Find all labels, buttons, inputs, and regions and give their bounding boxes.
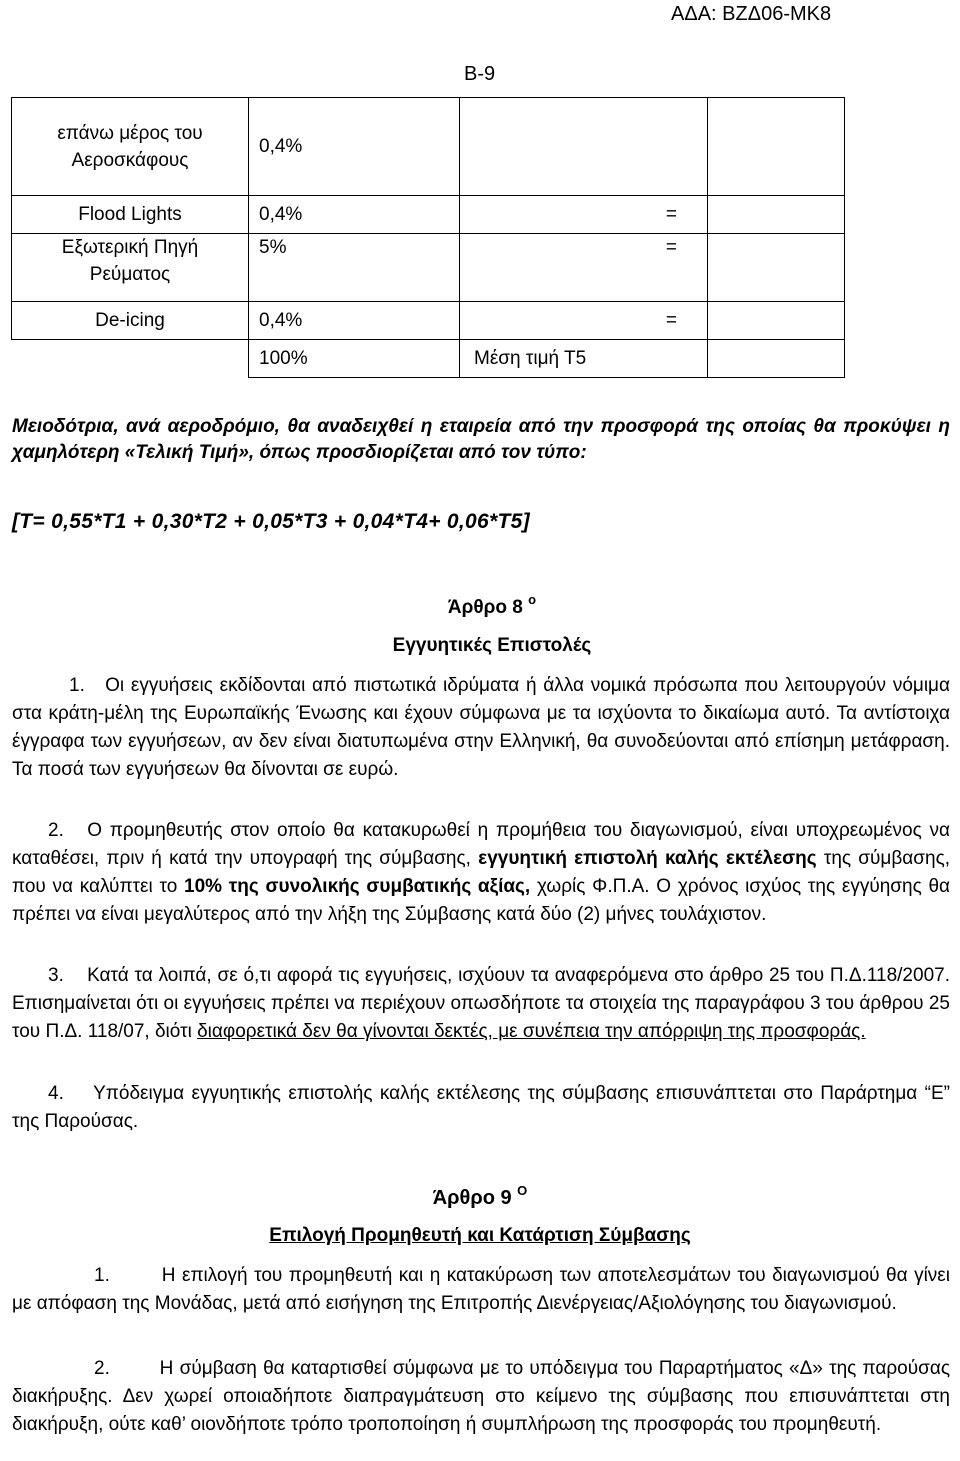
formula: [Τ= 0,55*Τ1 + 0,30*Τ2 + 0,05*Τ3 + 0,04*Τ4+ 0,06*Τ5] [12, 510, 530, 533]
table-cell-pct: 0,4% [249, 98, 460, 196]
article-8-paragraph-3 [12, 962, 950, 1046]
article-8-paragraph-4 [12, 1080, 950, 1136]
table-row [12, 234, 845, 302]
article-8-paragraph-2 [12, 817, 950, 929]
table-cell-pct: 0,4% [249, 196, 460, 234]
paragraph-bold: εγγυητική επιστολή καλής εκτέλεσης [478, 848, 817, 869]
article-8-sup: ο [528, 592, 537, 607]
table-cell-eq: = [460, 196, 708, 234]
article-9-paragraph-1 [12, 1262, 950, 1318]
table-cell-label: Εξωτερική Πηγή Ρεύματος [12, 234, 249, 302]
table-cell-empty [708, 340, 845, 378]
paragraph-text: χωρίς Φ.Π.Α. Ο χρόνος ισχύος της εγγύησης θα πρέπει να είναι μεγαλύτερος από την λήξη της Σύμβασης κατά δύο (2) μήνες τουλάχιστον. [12, 876, 951, 925]
ada-code: ΑΔΑ: ΒΖΔ06-ΜΚ8 [671, 3, 832, 25]
paragraph-text: Η σύμβαση θα καταρτισθεί σύμφωνα με το υπόδειγμα του Παραρτήματος «Δ» της παρούσας διακήρυξης. Δεν χωρεί οποιαδήποτε διαπραγμάτευση στο κείμενο της σύμβασης που επισυνάπτεται στη διακήρυξη, ούτε καθ’ οιονδήποτε τρόπο τροποποίηση ή συμπλήρωση της προσφοράς του προμηθευτή. [12, 1358, 950, 1435]
intro-text: Μειοδότρια, ανά αεροδρόμιο, θα αναδειχθεί η εταιρεία από την προσφορά της οποίας θα προκύψει η χαμηλότερη «Τελική Τιμή», όπως προσδιορίζεται από τον τύπο: [12, 416, 950, 463]
paragraph-text: Κατά τα λοιπά, σε ό,τι αφορά τις εγγυήσεις, ισχύουν τα αναφερόμενα στο άρθρο 25 του Π.Δ.118/2007. Επισημαίνεται ότι οι εγγυήσεις πρέπει να περιέχουν οπωσδήποτε τα στοιχεία της παραγράφου 3 του άρθρου 25 του Π.Δ. 118/07, διότι [12, 965, 950, 1042]
paragraph-text: Ο προμηθευτής στον οποίο θα κατακυρωθεί η προμήθεια του διαγωνισμού, είναι υποχρεωμένος να καταθέσει, πριν ή κατά την υπογραφή της σύμβασης, [12, 820, 950, 869]
table-cell-pct: 0,4% [249, 302, 460, 340]
table-cell-total-text: Μέση τιμή Τ5 [460, 340, 708, 378]
table-cell-eq: = [460, 302, 708, 340]
paragraph-text: Η επιλογή του προμηθευτή και η κατακύρωση των αποτελεσμάτων του διαγωνισμού θα γίνει με απόφαση της Μονάδας, μετά από εισήγηση της Επιτροπής Διενέργειας/Αξιολόγησης του διαγωνισμού. [12, 1265, 950, 1314]
paragraph-number: 1. [94, 1265, 110, 1286]
table-cell-pct: 5% [249, 234, 460, 302]
article-8-subtitle: Εγγυητικές Επιστολές [392, 635, 592, 656]
paragraph-number: 3. [48, 965, 64, 986]
page-number: Β-9 [464, 63, 496, 85]
paragraph-bold: 10% της συνολικής συμβατικής αξίας, [184, 876, 531, 897]
table-row [12, 98, 845, 196]
article-9-paragraph-2 [12, 1355, 950, 1439]
paragraph-number: 2. [94, 1358, 110, 1379]
article-9-sup: Ο [517, 1183, 528, 1198]
table-cell-empty [708, 302, 845, 340]
paragraph-number: 4. [48, 1083, 64, 1104]
table-cell-empty [12, 340, 249, 378]
table-cell-eq [460, 98, 708, 196]
table-row-total [12, 340, 845, 378]
table-cell-empty [708, 98, 845, 196]
table-cell-label: επάνω μέρος του Αεροσκάφους [12, 98, 249, 196]
paragraph-underlined: διαφορετικά δεν θα γίνονται δεκτές, με συνέπεια την απόρριψη της προσφοράς. [197, 1021, 866, 1042]
table-cell-empty [708, 196, 845, 234]
article-9-subtitle: Επιλογή Προμηθευτή και Κατάρτιση Σύμβασης [269, 1225, 691, 1246]
weights-table [11, 97, 845, 378]
paragraph-text: Οι εγγυήσεις εκδίδονται από πιστωτικά ιδρύματα ή άλλα νομικά πρόσωπα που λειτουργούν νόμιμα στα κράτη-μέλη της Ευρωπαϊκής Ένωσης και έχουν σύμφωνα με τα ισχύοντα το δικαίωμα αυτό. Τα αντίστοιχα έγγραφα των εγγυήσεων, αν δεν είναι διατυπωμένα στην Ελληνική, θα συνοδεύονται από επίσημη μετάφραση. Τα ποσά των εγγυήσεων θα δίνονται σε ευρώ. [12, 675, 950, 780]
article-8-title-text: Άρθρο 8 [447, 597, 523, 618]
paragraph-text: της σύμβασης, που να καλύπτει το [12, 848, 951, 897]
article-9-title [0, 1184, 960, 1212]
table-row [12, 302, 845, 340]
paragraph-text: Υπόδειγμα εγγυητικής επιστολής καλής εκτέλεσης της σύμβασης επισυνάπτεται στο Παράρτημα “Ε” της Παρούσας. [12, 1083, 951, 1132]
table-cell-label: De-icing [12, 302, 249, 340]
article-8-paragraph-1 [12, 672, 950, 784]
table-cell-label: Flood Lights [12, 196, 249, 234]
article-8-title [12, 594, 960, 622]
paragraph-number: 1. [69, 675, 85, 696]
article-9-title-text: Άρθρο 9 [432, 1187, 512, 1209]
table-cell-empty [708, 234, 845, 302]
table-row [12, 196, 845, 234]
table-cell-eq: = [460, 234, 708, 302]
table-cell-total-pct: 100% [249, 340, 460, 378]
paragraph-number: 2. [48, 820, 64, 841]
